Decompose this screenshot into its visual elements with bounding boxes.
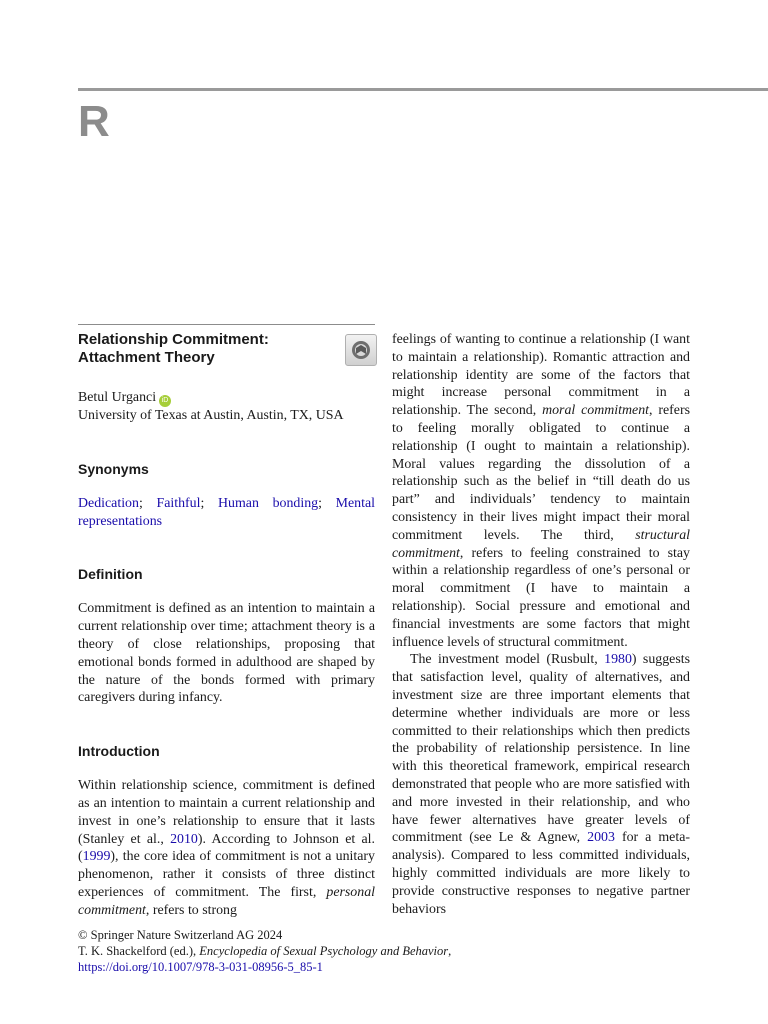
citation-punct: , [448,944,452,958]
introduction-paragraph-1-start: Within relationship science, commitment is defined as an intention to maintain a current relationship and invest in one’s relationship to ensure that it lasts (Stanley et al., 2010). According to Johnson et al. (1999), the core idea of commitment is not a unitary phenomenon, rather it consists of three distinct experiences of commitment. The first, personal commitment, refers to strong [78,778,375,918]
citation-link-le-agnew-2003[interactable]: 2003 [587,830,615,846]
affiliation: University of Texas at Austin, Austin, TX, USA [78,408,344,423]
text-run: ), the core idea of commitment is not a unitary phenomenon, rather it consists of three distinct experiences of commitment. The first, [78,849,375,900]
synonym-separator: ; [318,495,336,511]
text-run: The investment model (Rusbult, [410,652,605,668]
copyright: © Springer Nature Switzerland AG 2024 [78,928,283,942]
synonym-link-dedication[interactable]: Dedication [78,495,139,511]
citation-book-title: Encyclopedia of Sexual Psychology and Behavior [199,944,449,958]
synonym-link-human-bonding[interactable]: Human bonding [218,495,319,511]
citation-link-stanley-2010[interactable]: 2010 [170,831,198,847]
term-personal-commitment: personal commitment [78,884,375,918]
top-rule [78,88,768,91]
synonym-link-mental-representations[interactable]: Mental representations [78,495,375,529]
introduction-paragraph-1-cont: feelings of wanting to continue a relationship (I want to maintain a relationship). Romantic attraction and relationship identity are some of the factors that might increase personal commitment in a relationship. The second, moral commitment, refers to feeling morally obligated to continue a relationship (I ought to maintain a relationship). Moral values regarding the dissolution of a relationship such as the belief in “till death do us part” and individuals’ tendency to maintain consistency in their lives might impact their moral commitment levels. The third, structural commitment, refers to feeling constrained to stay within a relationship regardless of one’s personal or moral commitment (I have to maintain a relationship). Social pressure and emotional and financial investments are some factors that might influence levels of structural commitment. [392,332,690,650]
orcid-icon[interactable]: iD [159,395,171,407]
title-line-1: Relationship Commitment: [78,331,269,348]
citation [78,943,678,959]
title-line-2: Attachment Theory [78,349,215,366]
left-column [78,331,375,920]
footer [78,927,678,975]
section-letter: R [78,97,110,146]
text-run: ). According to Johnson et al. ( [78,831,375,865]
text-run: ) suggests that satisfaction level, quality of alternatives, and investment size are three important elements that determine whether individuals are more or less committed to their relationships which then predicts the probability of relationship persistence. In line with this theoretical framework, empirical research demonstrated that people who are more satisfied with and more invested in their relationship, and who have fewer alternatives have greater levels of commitment (see Le & Agnew, [392,652,690,846]
citation-link-rusbult-1980[interactable]: 1980 [604,652,632,668]
synonym-link-faithful[interactable]: Faithful [156,495,201,511]
definition-text: Commitment is defined as an intention to maintain a current relationship over time; attachment theory is a theory of close relationships, proposing that emotional bonds formed in adulthood are shaped by the nature of the bonds formed with primary caregivers during infancy. [78,601,375,706]
title-rule [78,324,375,325]
term-moral-commitment: moral commitment [542,403,650,419]
text-run: for a meta-analysis). Compared to less committed individuals, highly committed individuals are more likely to provide constructive responses to negative partner behaviors [392,830,690,917]
synonym-separator: ; [200,495,219,511]
synonyms-list [78,495,375,531]
author-name: Betul Urganci [78,390,157,405]
definition-heading: Definition [78,566,143,583]
article-title [78,331,328,367]
synonym-separator: ; [138,495,157,511]
introduction-heading: Introduction [78,743,160,760]
term-structural-commitment: structural commitment [392,527,690,561]
author-block [78,389,375,425]
doi-link[interactable]: https://doi.org/10.1007/978-3-031-08956-5_85-1 [78,960,323,974]
text-run: Within relationship science, commitment is defined as an intention to maintain a current relationship and invest in one’s relationship to ensure that it lasts (Stanley et al., [78,778,375,847]
citation-link-johnson-1999[interactable]: 1999 [82,849,111,865]
synonyms-heading: Synonyms [78,460,149,477]
citation-editor: T. K. Shackelford (ed.), [78,944,200,958]
right-column [392,331,690,918]
introduction-paragraph-2 [392,651,690,918]
